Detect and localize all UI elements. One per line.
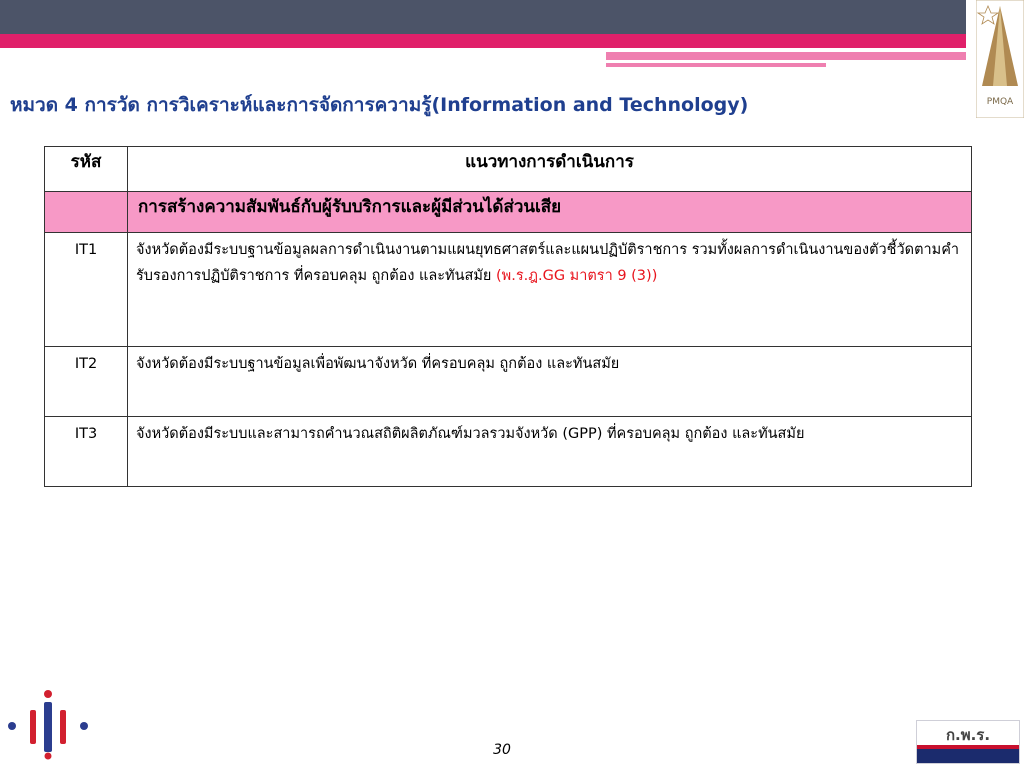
header-guideline: แนวทางการดำเนินการ bbox=[128, 147, 972, 192]
row-legal-reference: (พ.ร.ฎ.GG มาตรา 9 (3)) bbox=[496, 268, 658, 284]
table-row bbox=[45, 233, 972, 347]
top-banner-pink-stripe bbox=[0, 34, 966, 48]
row-description: จังหวัดต้องมีระบบและสามารถคำนวณสถิติผลิตภัณฑ์มวลรวมจังหวัด (GPP) ที่ครอบคลุม ถูกต้อง และทันสมัย bbox=[128, 417, 972, 487]
row-code: IT3 bbox=[45, 417, 128, 487]
row-description bbox=[128, 233, 972, 347]
table-row bbox=[45, 417, 972, 487]
page-number: 30 bbox=[493, 742, 511, 758]
pmqa-logo-text: PMQA bbox=[986, 97, 1014, 107]
opdc-logo-text: ก.พ.ร. bbox=[945, 726, 991, 744]
top-banner-light-pink-stripe bbox=[606, 52, 966, 60]
opdc-logo bbox=[916, 720, 1020, 764]
row-text: จังหวัดต้องมีระบบฐานข้อมูลผลการดำเนินงานตามแผนยุทธศาสตร์และแผนปฏิบัติราชการ รวมทั้งผลการดำเนินงานของตัวชี้วัดตามคำรับรองการปฏิบัติราชการ ที่ครอบคลุม ถูกต้อง และทันสมัย bbox=[136, 242, 960, 284]
table-row bbox=[45, 347, 972, 417]
header-code: รหัส bbox=[45, 147, 128, 192]
top-banner-light-pink-stripe-short bbox=[606, 63, 826, 67]
row-description: จังหวัดต้องมีระบบฐานข้อมูลเพื่อพัฒนาจังหวัด ที่ครอบคลุม ถูกต้อง และทันสมัย bbox=[128, 347, 972, 417]
guideline-table bbox=[44, 146, 972, 487]
section-row bbox=[45, 192, 972, 233]
organization-logo bbox=[0, 688, 96, 760]
top-banner-dark bbox=[0, 0, 966, 34]
row-code: IT2 bbox=[45, 347, 128, 417]
table-header-row bbox=[45, 147, 972, 192]
section-empty-cell bbox=[45, 192, 128, 233]
row-code: IT1 bbox=[45, 233, 128, 347]
section-title: การสร้างความสัมพันธ์กับผู้รับบริการและผู้มีส่วนได้ส่วนเสีย bbox=[128, 192, 972, 233]
slide-title: หมวด 4 การวัด การวิเคราะห์และการจัดการความรู้(Information and Technology) bbox=[10, 94, 749, 116]
opdc-logo-blue-band bbox=[917, 749, 1019, 763]
pmqa-logo bbox=[976, 0, 1024, 118]
